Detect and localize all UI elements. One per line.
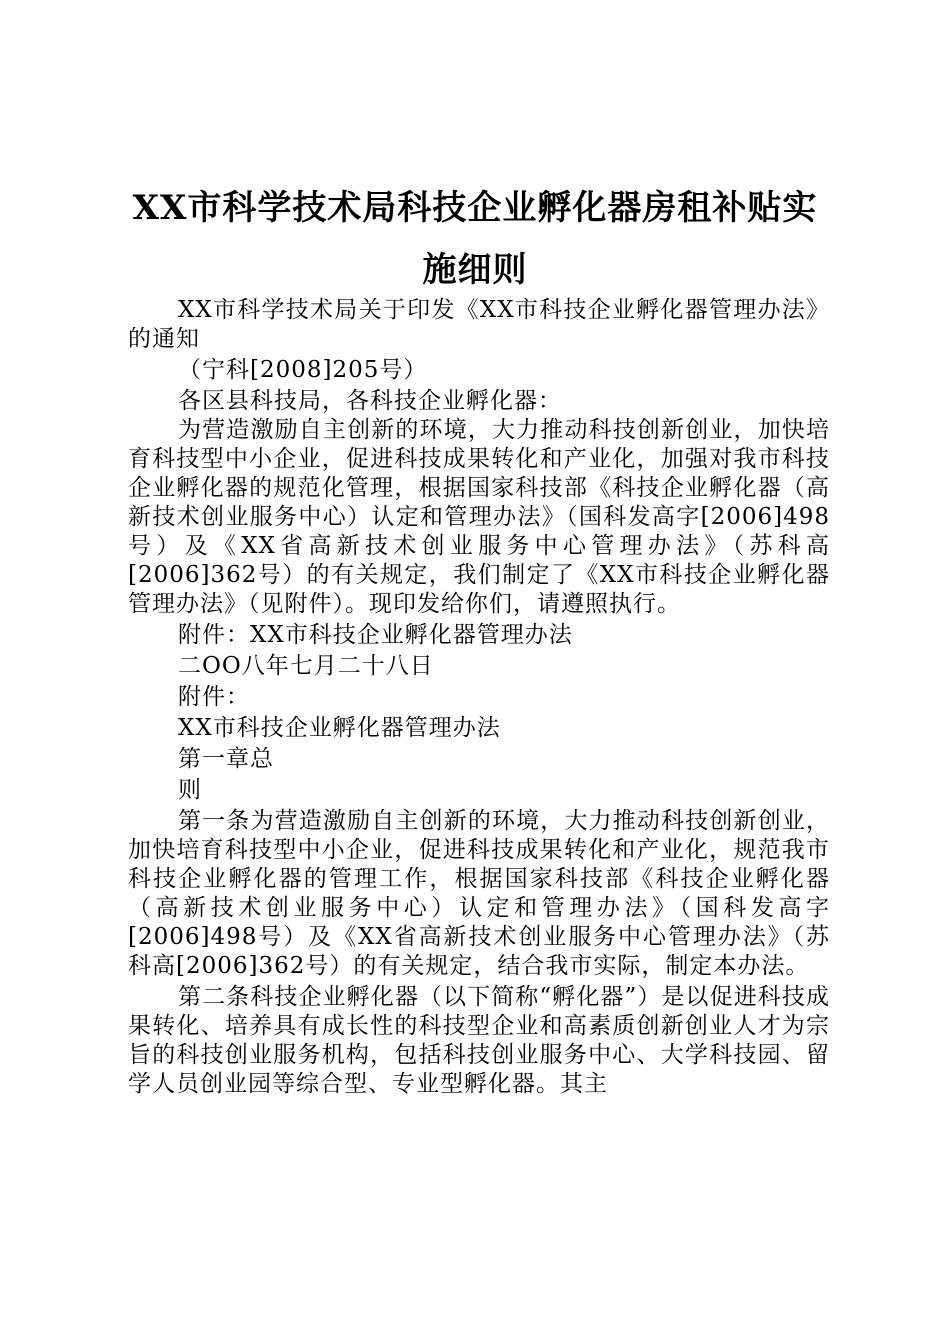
notice-paragraph: 为营造激励自主创新的环境，大力推动科技创新创业，加快培育科技型中小企业，促进科技成果转化和产业化，加强对我市科技企业孵化器的规范化管理，根据国家科技部《科技企业孵化器（高新技术创业服务中心）认定和管理办法》（国科发高字[2006]498号）及《XX省高新技术创业服务中心管理办法》（苏科高[2006]362号）的有关规定，我们制定了《XX市科技企业孵化器管理办法》（见附件）。现印发给你们，请遵照执行。 (128, 417, 830, 617)
date-line: 二OO八年七月二十八日 (178, 653, 434, 679)
attachment-line: 附件：XX市科技企业孵化器管理办法 (178, 622, 573, 648)
document-title-line-2: 施细则 (422, 250, 528, 290)
attachment-label: 附件： (178, 684, 250, 710)
document-title-line-1: XX市科学技术局科技企业孵化器房租补贴实 (132, 188, 818, 228)
attachment-title: XX市科技企业孵化器管理办法 (178, 715, 501, 741)
notice-heading: XX市科学技术局关于印发《XX市科技企业孵化器管理办法》的通知 (128, 297, 830, 352)
chapter-heading-continued: 则 (178, 777, 202, 803)
addressee: 各区县科技局，各科技企业孵化器： (178, 388, 562, 414)
document-number: （宁科[2008]205号） (178, 357, 428, 383)
chapter-heading: 第一章总 (178, 746, 274, 772)
document-body (128, 296, 830, 1099)
article-two: 第二条科技企业孵化器（以下简称“孵化器”）是以促进科技成果转化、培养具有成长性的科技型企业和高素质创新创业人才为宗旨的科技创业服务机构，包括科技创业服务中心、大学科技园、留学人员创业园等综合型、专业型孵化器。其主 (128, 984, 830, 1097)
article-one: 第一条为营造激励自主创新的环境，大力推动科技创新创业，加快培育科技型中小企业，促进科技成果转化和产业化，规范我市科技企业孵化器的管理工作，根据国家科技部《科技企业孵化器（高新技术创业服务中心）认定和管理办法》（国科发高字[2006]498号）及《XX省高新技术创业服务中心管理办法》（苏科高[2006]362号）的有关规定，结合我市实际，制定本办法。 (128, 808, 830, 979)
